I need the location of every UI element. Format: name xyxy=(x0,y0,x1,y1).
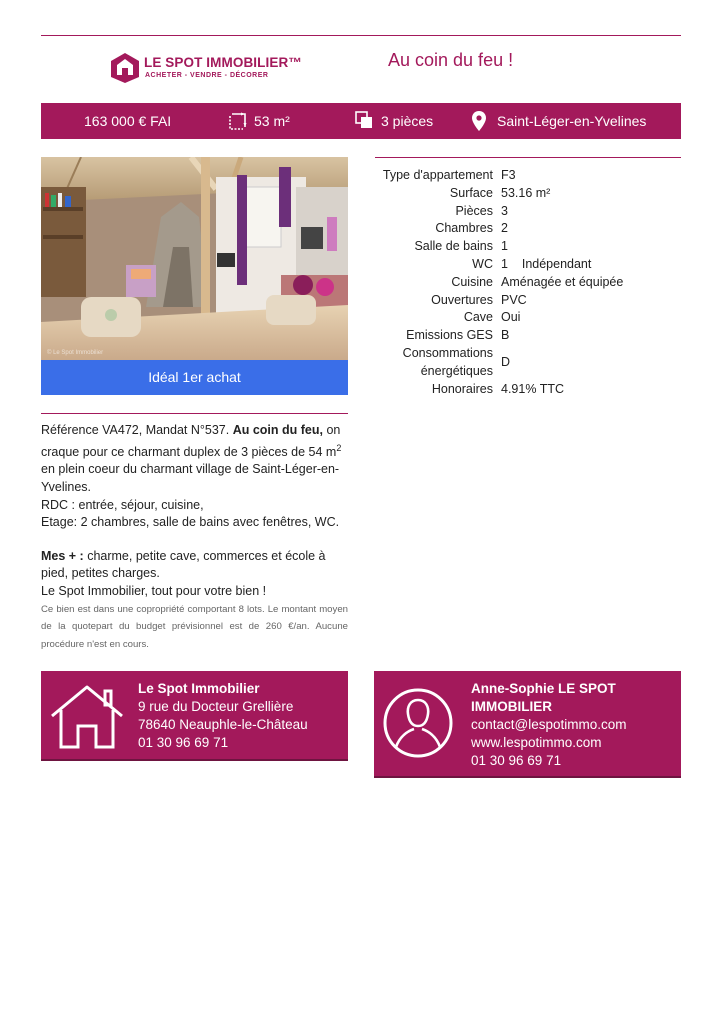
property-photo[interactable] xyxy=(41,157,348,361)
agent-card xyxy=(374,671,681,776)
agent-name-line1: Anne-Sophie LE SPOT xyxy=(471,681,616,696)
description-intro: Référence VA472, Mandat N°537. Au coin du feu, on craque pour ce charmant duplex de 3 pièces de 54 $m^2$ en plein coeur du charmant village de Saint-Léger-en-Yvelines. xyxy=(41,423,342,494)
photo-badge: Idéal 1er achat xyxy=(41,360,348,395)
agency-address-line1: 9 rue du Docteur Grellière xyxy=(138,699,294,714)
description-closing: Le Spot Immobilier, tout pour votre bien ! xyxy=(41,583,267,598)
agency-name: Le Spot Immobilier xyxy=(138,681,260,696)
spec-label: Cuisine xyxy=(451,274,493,289)
logo-house-icon xyxy=(110,52,140,84)
description-rdc: RDC : entrée, séjour, cuisine, xyxy=(41,497,204,512)
person-avatar-icon xyxy=(382,687,454,759)
area-icon xyxy=(229,112,247,130)
spec-value: B xyxy=(501,328,510,343)
agent-website[interactable]: www.lespotimmo.com xyxy=(471,735,602,750)
spec-value: F3 xyxy=(501,168,516,182)
agency-address-line2: 78640 Neauphle-le-Château xyxy=(138,717,308,732)
spec-row xyxy=(375,238,681,256)
description-divider xyxy=(41,413,348,414)
agency-card-edge xyxy=(41,759,348,761)
spec-row xyxy=(375,167,681,185)
logo-tagline: ACHETER - VENDRE - DÉCORER xyxy=(145,72,269,79)
agency-logo[interactable] xyxy=(110,52,310,86)
spec-row xyxy=(375,345,681,381)
spec-value: 53.16 m² xyxy=(501,185,551,200)
spec-row xyxy=(375,381,681,399)
spec-value: PVC xyxy=(501,292,527,307)
rooms: 3 pièces xyxy=(381,113,434,129)
spec-row xyxy=(375,327,681,345)
price: 163 000 € FAI xyxy=(84,113,172,129)
spec-row xyxy=(375,309,681,327)
listing-title: Au coin du feu ! xyxy=(388,50,514,70)
agent-email[interactable]: contact@lespotimmo.com xyxy=(471,717,627,732)
city: Saint-Léger-en-Yvelines xyxy=(497,113,647,129)
spec-row xyxy=(375,256,681,274)
house-icon xyxy=(49,683,125,751)
spec-value: 3 xyxy=(501,203,508,218)
spec-row xyxy=(375,185,681,203)
spec-label: Cave xyxy=(463,310,493,325)
agency-phone[interactable]: 01 30 96 69 71 xyxy=(138,735,229,750)
spec-label: Salle de bains xyxy=(414,239,493,254)
spec-row xyxy=(375,203,681,221)
top-divider xyxy=(41,35,681,36)
photo-watermark: © Le Spot Immobilier xyxy=(47,350,104,356)
spec-label: Chambres xyxy=(435,221,493,236)
description-highlights: Mes + : charme, petite cave, commerces et école à pied, petites charges. xyxy=(41,548,326,581)
spec-label: WC xyxy=(472,256,493,271)
spec-value: 4.91% TTC xyxy=(501,381,564,396)
spec-value: 1 xyxy=(501,239,508,254)
agent-name-line2: IMMOBILIER xyxy=(471,699,552,714)
spec-label: Honoraires xyxy=(431,381,493,396)
spec-value: Aménagée et équipée xyxy=(501,274,624,289)
spec-label: Pièces xyxy=(455,203,493,218)
spec-label: Emissions GES xyxy=(406,328,493,343)
spec-value: D xyxy=(501,354,511,369)
spec-value: 1 Indépendant xyxy=(501,256,592,271)
spec-row xyxy=(375,274,681,292)
logo-name: LE SPOT IMMOBILIER™ xyxy=(144,55,302,70)
surface: 53 m² xyxy=(254,113,290,129)
description xyxy=(41,422,348,653)
spec-value: Oui xyxy=(501,310,521,325)
agent-phone[interactable]: 01 30 96 69 71 xyxy=(471,753,562,768)
spec-value: 2 xyxy=(501,221,508,236)
location-pin-icon xyxy=(472,111,486,131)
spec-row xyxy=(375,292,681,310)
agent-card-edge xyxy=(374,776,681,778)
description-etage: Etage: 2 chambres, salle de bains avec fenêtres, WC. xyxy=(41,515,340,530)
spec-label: Surface xyxy=(449,185,493,200)
rooms-icon xyxy=(355,111,373,129)
spec-label: Ouvertures xyxy=(431,292,493,307)
specs-table xyxy=(375,167,681,398)
specs-divider xyxy=(375,157,681,158)
description-legal: Ce bien est dans une copropriété comportant 8 lots. Le montant moyen de la quotepart du budget prévisionnel est de 260 €/an. Aucune procédure n'est en cours. xyxy=(41,603,348,650)
key-facts-banner xyxy=(41,103,681,139)
spec-row xyxy=(375,220,681,238)
living-room-image xyxy=(41,157,348,361)
agency-card xyxy=(41,671,348,759)
spec-label: Consommations énergétiques xyxy=(402,345,493,378)
spec-label: Type d'appartement xyxy=(382,168,493,182)
